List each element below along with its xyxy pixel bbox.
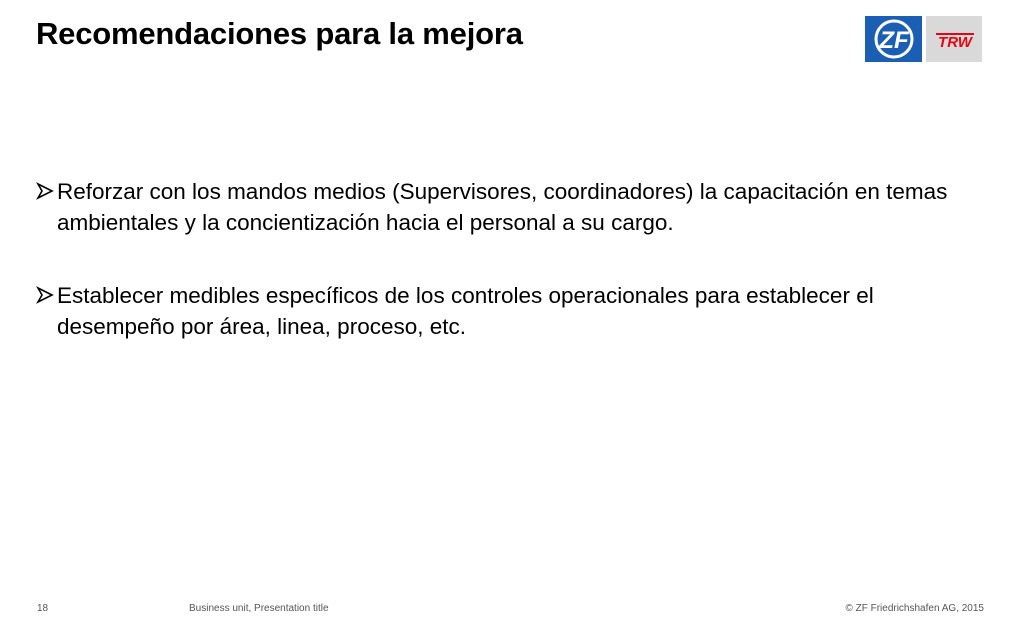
- logo-group: [865, 16, 982, 62]
- trw-logo-graphic: [928, 19, 980, 59]
- footer-copyright: © ZF Friedrichshafen AG, 2015: [845, 603, 984, 614]
- trw-logo-text: TRW: [938, 34, 972, 51]
- bullet-text: Reforzar con los mandos medios (Supervisores, coordinadores) la capacitación en temas ambientales y la concientización hacia el personal a su cargo.: [57, 179, 948, 235]
- bullet-text: Establecer medibles específicos de los controles operacionales para establecer el desempeño por área, linea, proceso, etc.: [57, 283, 874, 339]
- zf-logo-text: ZF: [878, 27, 909, 54]
- arrow-bullet-icon: [36, 286, 54, 304]
- zf-logo-graphic: [869, 19, 919, 59]
- bullet-item: [36, 280, 996, 342]
- bullet-item: [36, 176, 996, 238]
- page-number: 18: [37, 603, 49, 614]
- bullet-list: [36, 176, 996, 384]
- slide-title: Recomendaciones para la mejora: [36, 16, 523, 51]
- arrow-bullet-icon: [36, 182, 54, 200]
- trw-logo-icon: [926, 16, 982, 62]
- footer-presentation-title: Business unit, Presentation title: [189, 603, 329, 614]
- zf-logo-icon: [865, 16, 922, 62]
